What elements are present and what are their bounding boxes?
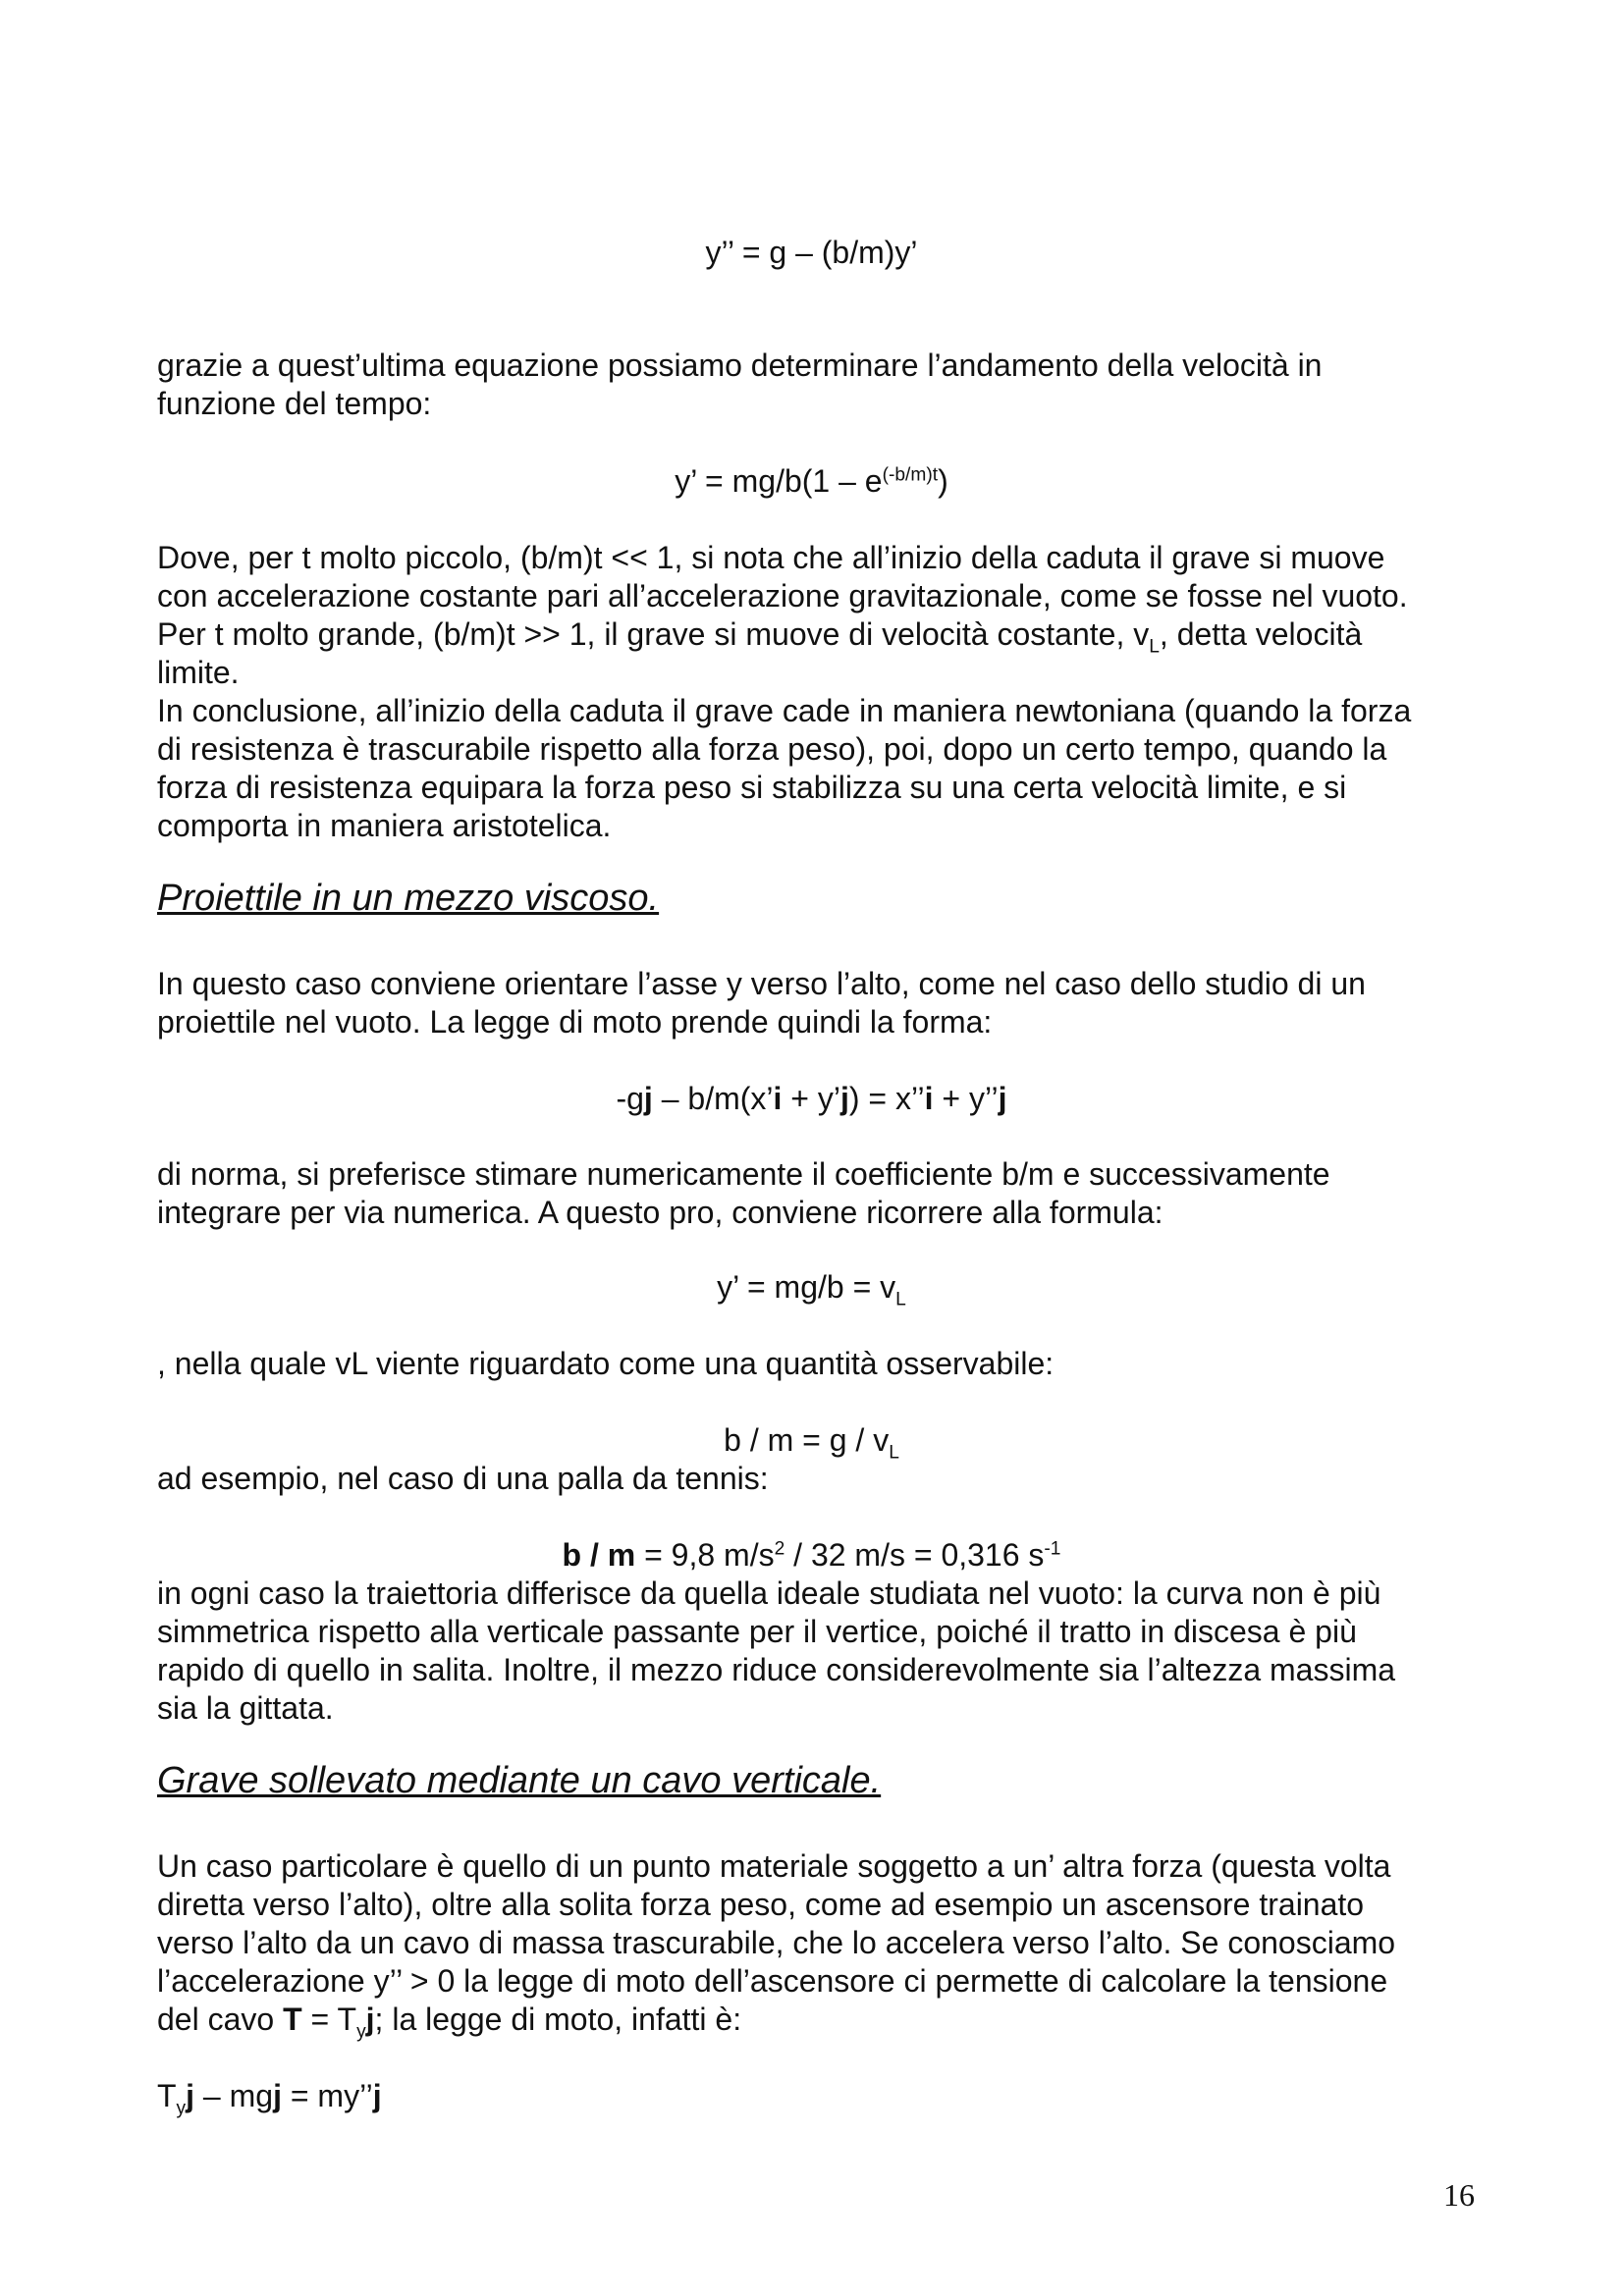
paragraph-line: grazie a quest’ultima equazione possiamo determinare l’andamento della velocità in [157, 347, 1323, 383]
equation-text: y’ = mg/b(1 – e [675, 463, 883, 499]
paragraph-line: diretta verso l’alto), oltre alla solita forza peso, come ad esempio un ascensore trainato [157, 1887, 1365, 1922]
vector-symbol: j [998, 1081, 1007, 1116]
equation-text: y’’ = g – (b/m)y’ [705, 235, 918, 270]
equation-velocity-time [0, 462, 1623, 500]
paragraph-line: limite. [157, 655, 240, 690]
equation-text: y’ = mg/b = v [717, 1269, 896, 1305]
superscript: -1 [1044, 1538, 1061, 1560]
paragraph-line [157, 2001, 742, 2043]
section-heading-vertical-cable: Grave sollevato mediante un cavo verticale. [157, 1760, 882, 1801]
vector-symbol: j [643, 1081, 653, 1116]
vector-symbol: j [273, 2078, 282, 2113]
equation-motion-law [0, 1080, 1623, 1117]
paragraph-line: verso l’alto da un cavo di massa trascurabile, che lo accelera verso l’alto. Se conosciamo [157, 1925, 1396, 1960]
equation-text: + y’ [782, 1081, 840, 1116]
paragraph-line: di norma, si preferisce stimare numericamente il coefficiente b/m e successivamente [157, 1156, 1330, 1192]
vector-symbol: j [365, 2002, 375, 2037]
equation-bold: b / m [562, 1537, 636, 1573]
text-span: del cavo [157, 2002, 284, 2037]
paragraph-line: funzione del tempo: [157, 386, 432, 421]
equation-text: – mg [194, 2078, 274, 2113]
vector-symbol: j [839, 1081, 849, 1116]
paragraph-line: integrare per via numerica. A questo pro, conviene ricorrere alla formula: [157, 1195, 1163, 1230]
equation-text: = 9,8 m/s [635, 1537, 775, 1573]
equation-tennis-ball [0, 1536, 1623, 1574]
paragraph-line: rapido di quello in salita. Inoltre, il mezzo riduce considerevolmente sia l’altezza massima [157, 1652, 1396, 1687]
vector-symbol: i [773, 1081, 783, 1116]
paragraph-line: simmetrica rispetto alla verticale passante per il vertice, poiché il tratto in discesa è più [157, 1614, 1357, 1649]
paragraph-line [157, 615, 1363, 658]
equation-text: ) [938, 463, 948, 499]
subscript: y [356, 2021, 366, 2043]
subscript: y [176, 2098, 187, 2119]
paragraph-line: con accelerazione costante pari all’accelerazione gravitazionale, come se fosse nel vuoto. [157, 578, 1408, 614]
paragraph-line: In conclusione, all’inizio della caduta il grave cade in maniera newtoniana (quando la forza [157, 693, 1412, 728]
paragraph-line: l’accelerazione y’’ > 0 la legge di moto dell’ascensore ci permette di calcolare la tensione [157, 1963, 1388, 1999]
paragraph-line: In questo caso conviene orientare l’asse y verso l’alto, come nel caso dello studio di un [157, 966, 1366, 1001]
vector-symbol: j [372, 2078, 382, 2113]
section-heading-viscous-projectile: Proiettile in un mezzo viscoso. [157, 878, 660, 919]
superscript: 2 [774, 1538, 785, 1560]
equation-text: b / m = g / v [724, 1422, 890, 1458]
paragraph-line: proiettile nel vuoto. La legge di moto prende quindi la forma: [157, 1004, 993, 1040]
text-span: = T [301, 2002, 357, 2037]
paragraph-line: in ogni caso la traiettoria differisce da quella ideale studiata nel vuoto: la curva non è più [157, 1575, 1381, 1611]
paragraph-line: di resistenza è trascurabile rispetto alla forza peso), poi, dopo un certo tempo, quando la [157, 731, 1387, 767]
equation-limit-velocity [0, 1268, 1623, 1310]
equation-text: = my’’ [281, 2078, 373, 2113]
text-span: , detta velocità [1159, 616, 1363, 652]
equation-cable-tension [157, 2077, 382, 2119]
subscript: L [1149, 636, 1160, 658]
equation-exponent: (-b/m)t [882, 464, 939, 486]
page-number: 16 [1443, 2177, 1475, 2213]
subscript: L [889, 1442, 899, 1464]
vector-symbol: T [283, 2002, 302, 2037]
paragraph-line: comporta in maniera aristotelica. [157, 808, 612, 843]
text-span: ; la legge di moto, infatti è: [374, 2002, 742, 2037]
equation-text: T [157, 2078, 177, 2113]
vector-symbol: i [924, 1081, 934, 1116]
subscript: L [895, 1289, 906, 1310]
equation-text: + y’’ [933, 1081, 999, 1116]
equation-b-over-m [0, 1421, 1623, 1464]
equation-velocity-diff [0, 234, 1623, 271]
equation-text: – b/m(x’ [652, 1081, 774, 1116]
paragraph-line: ad esempio, nel caso di una palla da tennis: [157, 1461, 769, 1496]
equation-text: / 32 m/s = 0,316 s [784, 1537, 1045, 1573]
equation-text: -g [616, 1081, 644, 1116]
paragraph-line: Un caso particolare è quello di un punto materiale soggetto a un’ altra forza (questa volta [157, 1848, 1391, 1884]
paragraph-line: sia la gittata. [157, 1690, 334, 1726]
vector-symbol: j [186, 2078, 195, 2113]
paragraph-line: Dove, per t molto piccolo, (b/m)t << 1, si nota che all’inizio della caduta il grave si muove [157, 540, 1385, 575]
paragraph-line: forza di resistenza equipara la forza peso si stabilizza su una certa velocità limite, e si [157, 770, 1347, 805]
paragraph-line: , nella quale vL viente riguardato come una quantità osservabile: [157, 1346, 1055, 1381]
equation-text: ) = x’’ [848, 1081, 925, 1116]
text-span: Per t molto grande, (b/m)t >> 1, il grave si muove di velocità costante, v [157, 616, 1150, 652]
